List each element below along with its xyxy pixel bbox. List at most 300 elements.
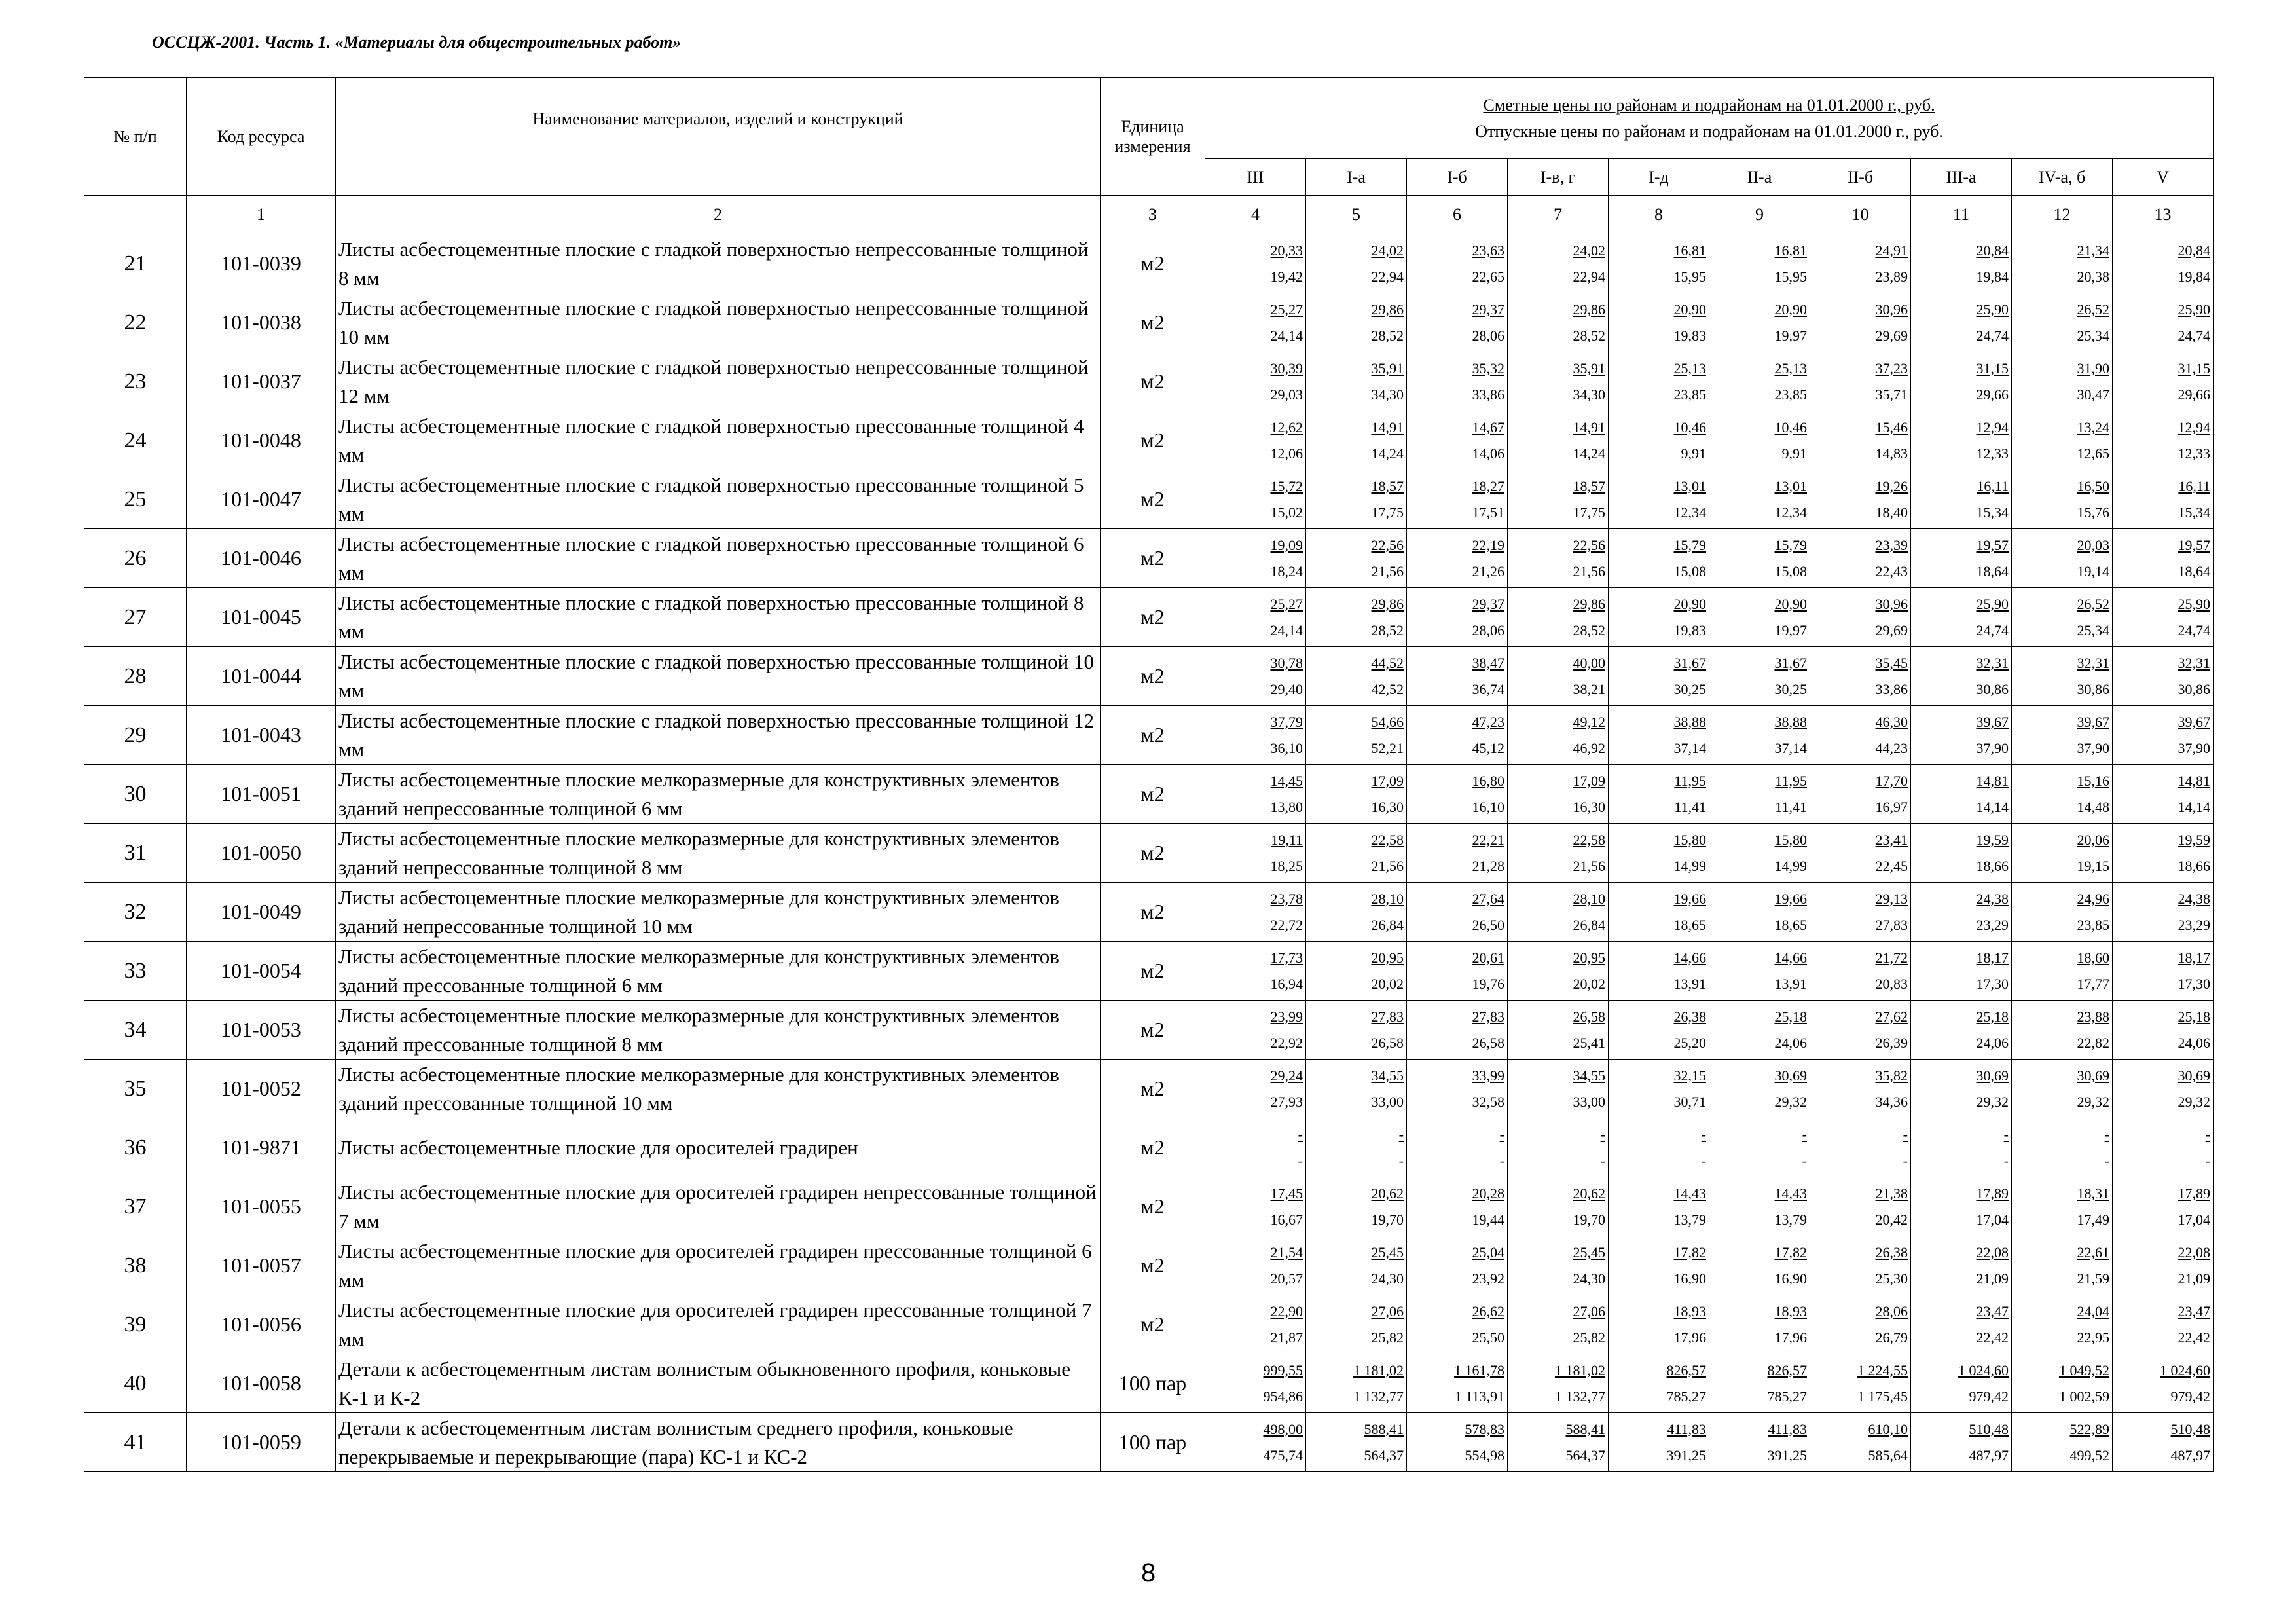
release-price: 22,45 [1875,857,1908,874]
release-price: 20,02 [1573,975,1605,992]
estimated-price: 15,80 [1673,831,1706,848]
price-cell [1407,1413,1508,1472]
release-price: 564,37 [1565,1447,1605,1464]
estimated-price: 10,46 [1774,418,1807,435]
row-number: 33 [84,942,187,1001]
material-name: Листы асбестоцементные плоские с гладкой поверхностью прессованные толщиной 5 мм [336,470,1101,529]
region-header: I-б [1407,159,1508,196]
table-row [84,588,2214,647]
release-price: 36,74 [1472,680,1504,697]
table-row [84,1236,2214,1295]
estimated-price: 13,01 [1673,477,1706,494]
estimated-price: 16,11 [1977,477,2009,494]
price-cell [1709,293,1810,352]
estimated-price: 18,17 [2178,949,2211,966]
price-cell [1609,942,1709,1001]
price-cell [1508,824,1609,883]
release-price: 28,52 [1573,621,1605,638]
estimated-price: 31,67 [1673,654,1706,671]
release-price: 16,97 [1875,798,1908,815]
region-header: III-а [1911,159,2012,196]
release-price: 12,34 [1673,504,1706,521]
estimated-price: 23,63 [1472,242,1504,259]
price-cell [2012,529,2113,588]
price-cell [2012,411,2113,470]
estimated-price: 24,02 [1371,242,1404,259]
material-name: Листы асбестоцементные плоские мелкоразмерные для конструктивных элементов зданий непрессованные толщиной 8 мм [336,824,1101,883]
price-cell [1609,529,1709,588]
unit-of-measure: м2 [1101,1118,1205,1177]
price-cell [1508,1177,1609,1236]
resource-code: 101-0056 [187,1295,336,1354]
release-price: 17,75 [1573,504,1605,521]
unit-of-measure: м2 [1101,293,1205,352]
estimated-price: 22,58 [1573,831,1605,848]
row-number: 29 [84,706,187,765]
column-number: 7 [1508,196,1609,234]
price-cell [1306,352,1407,411]
release-price: 13,80 [1270,798,1303,815]
estimated-price: 826,57 [1767,1361,1807,1378]
price-cell [1205,529,1306,588]
estimated-price: 29,24 [1270,1067,1303,1084]
estimated-price: 25,04 [1472,1244,1504,1261]
release-price: 16,67 [1270,1211,1303,1228]
price-cell [2012,883,2113,942]
release-price: 14,24 [1371,445,1404,462]
price-cell [1911,824,2012,883]
release-price: 20,02 [1371,975,1404,992]
price-cell [1810,1354,1911,1413]
estimated-price: 20,03 [2077,536,2109,553]
material-name: Листы асбестоцементные плоские с гладкой поверхностью непрессованные толщиной 12 мм [336,352,1101,411]
price-cell [1407,1118,1508,1177]
release-price: 24,74 [1976,327,2009,344]
price-cell [2012,824,2113,883]
price-cell [1810,942,1911,1001]
price-cell [1609,1118,1709,1177]
price-cell [1609,352,1709,411]
release-price: 22,94 [1371,268,1404,285]
price-cell [2113,1177,2214,1236]
price-cell [1609,1177,1709,1236]
estimated-price: 23,41 [1875,831,1908,848]
price-cell [1407,1177,1508,1236]
estimated-price: - [1298,1126,1303,1143]
estimated-price: 29,86 [1371,595,1404,612]
estimated-price: 22,21 [1472,831,1504,848]
price-cell [2012,588,2113,647]
estimated-price: 29,13 [1875,890,1908,907]
estimated-price: 1 181,02 [1353,1361,1404,1378]
price-cell [1609,1001,1709,1060]
release-price: 20,83 [1875,975,1908,992]
release-price: 30,86 [1976,680,2009,697]
price-cell [1911,706,2012,765]
estimated-price: 26,52 [2077,595,2109,612]
price-cell [1911,234,2012,293]
resource-code: 101-0046 [187,529,336,588]
estimated-price: 39,67 [2077,713,2109,730]
release-price: 22,82 [2077,1034,2109,1051]
price-cell [2113,293,2214,352]
price-cell [1609,883,1709,942]
estimated-price: 588,41 [1364,1420,1404,1437]
price-cell [1810,1413,1911,1472]
release-price: 37,14 [1673,739,1706,756]
release-price: 42,52 [1371,680,1404,697]
row-number: 23 [84,352,187,411]
estimated-price: 29,37 [1472,301,1504,318]
estimated-price: 1 024,60 [1958,1361,2009,1378]
price-cell [1709,1295,1810,1354]
estimated-price: 15,46 [1875,418,1908,435]
estimated-price: 25,13 [1673,360,1706,377]
release-price: 34,30 [1573,386,1605,403]
price-cell [2113,1001,2214,1060]
release-price: 28,06 [1472,621,1504,638]
estimated-price: 17,45 [1270,1185,1303,1202]
release-price: 1 002,59 [2059,1388,2109,1405]
release-price: 12,33 [2178,445,2211,462]
material-name: Листы асбестоцементные плоские с гладкой поверхностью прессованные толщиной 8 мм [336,588,1101,647]
price-cell [1205,1060,1306,1118]
table-row [84,1118,2214,1177]
estimated-price: 25,18 [1774,1008,1807,1025]
estimated-price: 18,60 [2077,949,2109,966]
price-cell [1205,1001,1306,1060]
estimated-price: 30,69 [2178,1067,2211,1084]
page-number: 8 [1141,1559,1156,1587]
release-price: 25,41 [1573,1034,1605,1051]
price-cell [1306,529,1407,588]
price-cell [2012,1413,2113,1472]
release-price: 18,64 [1976,563,2009,580]
release-price: 21,26 [1472,563,1504,580]
estimated-price: 26,62 [1472,1302,1504,1320]
header-code: Код ресурса [187,78,336,196]
price-cell [1407,529,1508,588]
estimated-price: 18,17 [1976,949,2009,966]
column-number: 5 [1306,196,1407,234]
release-price: 23,85 [1774,386,1807,403]
release-price: 12,65 [2077,445,2109,462]
release-price: 19,70 [1573,1211,1605,1228]
release-price: 17,49 [2077,1211,2109,1228]
price-cell [1709,883,1810,942]
release-price: 29,03 [1270,386,1303,403]
estimated-price: 39,67 [1976,713,2009,730]
release-price: 954,86 [1263,1388,1303,1405]
price-cell [1709,1413,1810,1472]
release-price: 52,21 [1371,739,1404,756]
price-cell [1609,470,1709,529]
unit-of-measure: м2 [1101,1236,1205,1295]
estimated-price: 1 049,52 [2059,1361,2109,1378]
price-cell [2113,647,2214,706]
estimated-price: 38,88 [1673,713,1706,730]
price-cell [1205,411,1306,470]
price-cell [2113,1060,2214,1118]
release-price: 19,70 [1371,1211,1404,1228]
release-price: 24,74 [2178,327,2211,344]
estimated-price: 47,23 [1472,713,1504,730]
estimated-price: 26,52 [2077,301,2109,318]
estimated-price: 20,90 [1774,595,1807,612]
price-cell [1205,942,1306,1001]
estimated-price: 38,47 [1472,654,1504,671]
column-number: 1 [187,196,336,234]
column-number: 12 [2012,196,2113,234]
price-cell [1709,411,1810,470]
estimated-price: 29,86 [1371,301,1404,318]
price-cell [1205,1295,1306,1354]
price-cell [1810,1177,1911,1236]
release-price: 19,14 [2077,563,2109,580]
table-row [84,647,2214,706]
release-price: 23,89 [1875,268,1908,285]
price-cell [1810,529,1911,588]
release-price: 14,99 [1673,857,1706,874]
price-cell [1709,1001,1810,1060]
price-cell [1306,1295,1407,1354]
price-cell [2012,293,2113,352]
estimated-price: 27,83 [1472,1008,1504,1025]
release-price: 18,24 [1270,563,1303,580]
price-cell [1508,588,1609,647]
estimated-price: - [2205,1126,2211,1143]
estimated-price: 15,16 [2077,772,2109,789]
price-cell [1407,1236,1508,1295]
release-price: 29,69 [1875,621,1908,638]
price-cell [1609,234,1709,293]
region-header: I-а [1306,159,1407,196]
row-number: 36 [84,1118,187,1177]
row-number: 25 [84,470,187,529]
estimated-price: 19,57 [2178,536,2211,553]
price-cell [1306,1236,1407,1295]
release-price: 16,90 [1673,1270,1706,1287]
estimated-price: 16,80 [1472,772,1504,789]
price-cell [1508,293,1609,352]
estimated-price: 1 181,02 [1555,1361,1605,1378]
unit-of-measure: м2 [1101,234,1205,293]
release-price: 12,06 [1270,445,1303,462]
price-cell [1709,1060,1810,1118]
estimated-price: 14,45 [1270,772,1303,789]
release-price: 25,82 [1371,1329,1404,1346]
estimated-price: 21,38 [1875,1185,1908,1202]
release-price: 28,52 [1573,327,1605,344]
price-cell [1407,647,1508,706]
price-cell [1810,1295,1911,1354]
release-price: 34,30 [1371,386,1404,403]
release-price: 14,99 [1774,857,1807,874]
release-price: 30,86 [2077,680,2109,697]
release-price: 22,42 [2178,1329,2211,1346]
estimated-price: 22,90 [1270,1302,1303,1320]
price-cell [1205,883,1306,942]
release-price: 12,33 [1976,445,2009,462]
row-number: 24 [84,411,187,470]
estimated-price: 19,59 [2178,831,2211,848]
estimated-price: 31,15 [1976,360,2009,377]
release-price: 29,69 [1875,327,1908,344]
price-cell [2012,1001,2113,1060]
material-name: Листы асбестоцементные плоские мелкоразмерные для конструктивных элементов зданий прессованные толщиной 6 мм [336,942,1101,1001]
estimated-price: 25,45 [1573,1244,1605,1261]
price-cell [1407,588,1508,647]
estimated-price: 11,95 [1775,772,1807,789]
release-price: 24,14 [1270,327,1303,344]
release-price: 487,97 [1969,1447,2009,1464]
estimated-price: 25,90 [2178,595,2211,612]
price-cell [2012,1354,2113,1413]
estimated-price: - [1701,1126,1706,1143]
estimated-price: 10,46 [1673,418,1706,435]
release-price: 14,24 [1573,445,1605,462]
resource-code: 101-0055 [187,1177,336,1236]
release-price: 19,15 [2077,857,2109,874]
price-cell [1810,765,1911,824]
price-cell [1407,1001,1508,1060]
estimated-price: 33,99 [1472,1067,1504,1084]
price-cell [1709,1118,1810,1177]
estimated-price: 18,93 [1673,1302,1706,1320]
release-price: 29,32 [2077,1093,2109,1110]
estimated-price: 23,99 [1270,1008,1303,1025]
estimated-price: 40,00 [1573,654,1605,671]
table-row [84,1295,2214,1354]
release-price: 13,91 [1673,975,1706,992]
release-price: - [1701,1152,1706,1169]
estimated-price: 11,95 [1674,772,1706,789]
price-cell [2113,470,2214,529]
estimated-price: 28,10 [1573,890,1605,907]
header-num: № п/п [84,78,187,196]
release-price: 19,97 [1774,327,1807,344]
price-cell [1810,706,1911,765]
estimated-price: 32,31 [2077,654,2109,671]
material-name: Листы асбестоцементные плоские с гладкой поверхностью прессованные толщиной 12 мм [336,706,1101,765]
price-cell [2012,942,2113,1001]
estimated-price: 14,66 [1673,949,1706,966]
price-cell [2012,647,2113,706]
material-name: Листы асбестоцементные плоские с гладкой поверхностью прессованные толщиной 10 мм [336,647,1101,706]
release-price: 17,51 [1472,504,1504,521]
row-number: 26 [84,529,187,588]
release-price: 30,71 [1673,1093,1706,1110]
release-price: 21,56 [1573,563,1605,580]
price-cell [1709,1236,1810,1295]
release-price: 22,43 [1875,563,1908,580]
price-cell [1407,824,1508,883]
header-unit: Единица измерения [1101,78,1205,196]
estimated-price: 20,95 [1371,949,1404,966]
estimated-price: 22,08 [2178,1244,2211,1261]
price-cell [1609,588,1709,647]
price-cell [1306,765,1407,824]
price-cell [1205,647,1306,706]
price-cell [1709,647,1810,706]
material-name: Листы асбестоцементные плоские мелкоразмерные для конструктивных элементов зданий прессованные толщиной 10 мм [336,1060,1101,1118]
estimated-price: 27,64 [1472,890,1504,907]
estimated-price: 30,96 [1875,595,1908,612]
release-price: 38,21 [1573,680,1605,697]
price-cell [1810,1118,1911,1177]
table-row [84,411,2214,470]
estimated-price: 19,26 [1875,477,1908,494]
release-price: 26,84 [1573,916,1605,933]
release-price: 20,57 [1270,1270,1303,1287]
price-cell [2012,1236,2113,1295]
release-price: 21,87 [1270,1329,1303,1346]
price-cell [1911,1060,2012,1118]
price-cell [1205,1236,1306,1295]
document-header: ОССЦЖ-2001. Часть 1. «Материалы для общестроительных работ» [152,33,682,52]
estimated-price: 17,89 [1976,1185,2009,1202]
release-price: 15,95 [1673,268,1706,285]
release-price: 24,14 [1270,621,1303,638]
release-price: 27,93 [1270,1093,1303,1110]
resource-code: 101-0047 [187,470,336,529]
estimated-price: 17,09 [1371,772,1404,789]
release-price: 19,97 [1774,621,1807,638]
table-row [84,824,2214,883]
price-cell [2012,234,2113,293]
estimated-price: 16,11 [2178,477,2211,494]
price-cell [2113,1118,2214,1177]
estimated-price: 24,02 [1573,242,1605,259]
release-price: 19,44 [1472,1211,1504,1228]
estimated-price: 17,82 [1774,1244,1807,1261]
release-price: 1 132,77 [1555,1388,1605,1405]
row-number: 35 [84,1060,187,1118]
release-price: 554,98 [1465,1447,1504,1464]
estimated-price: 34,55 [1371,1067,1404,1084]
price-cell [1508,765,1609,824]
release-price: 585,64 [1868,1447,1908,1464]
estimated-price: 30,78 [1270,654,1303,671]
price-cell [1306,1118,1407,1177]
release-price: 24,06 [1774,1034,1807,1051]
column-numbers-row [84,196,2214,234]
release-price: 25,20 [1673,1034,1706,1051]
release-price: 18,65 [1774,916,1807,933]
release-price: 16,10 [1472,798,1504,815]
release-price: - [1499,1152,1504,1169]
estimated-price: 28,06 [1875,1302,1908,1320]
release-price: 1 113,91 [1454,1388,1504,1405]
price-cell [1911,293,2012,352]
estimated-price: 26,38 [1673,1008,1706,1025]
resource-code: 101-0057 [187,1236,336,1295]
release-price: 17,96 [1673,1329,1706,1346]
release-price: 785,27 [1767,1388,1807,1405]
estimated-price: 30,69 [2077,1067,2109,1084]
estimated-price: 30,39 [1270,360,1303,377]
column-number-empty [84,196,187,234]
material-name: Листы асбестоцементные плоские мелкоразмерные для конструктивных элементов зданий прессованные толщиной 8 мм [336,1001,1101,1060]
estimated-price: 19,11 [1271,831,1303,848]
estimated-price: 29,86 [1573,595,1605,612]
material-name: Листы асбестоцементные плоские мелкоразмерные для конструктивных элементов зданий непрессованные толщиной 10 мм [336,883,1101,942]
release-price: 44,23 [1875,739,1908,756]
estimated-price: 34,55 [1573,1067,1605,1084]
estimated-price: 32,15 [1673,1067,1706,1084]
price-cell [1810,883,1911,942]
estimated-price: 25,90 [1976,301,2009,318]
